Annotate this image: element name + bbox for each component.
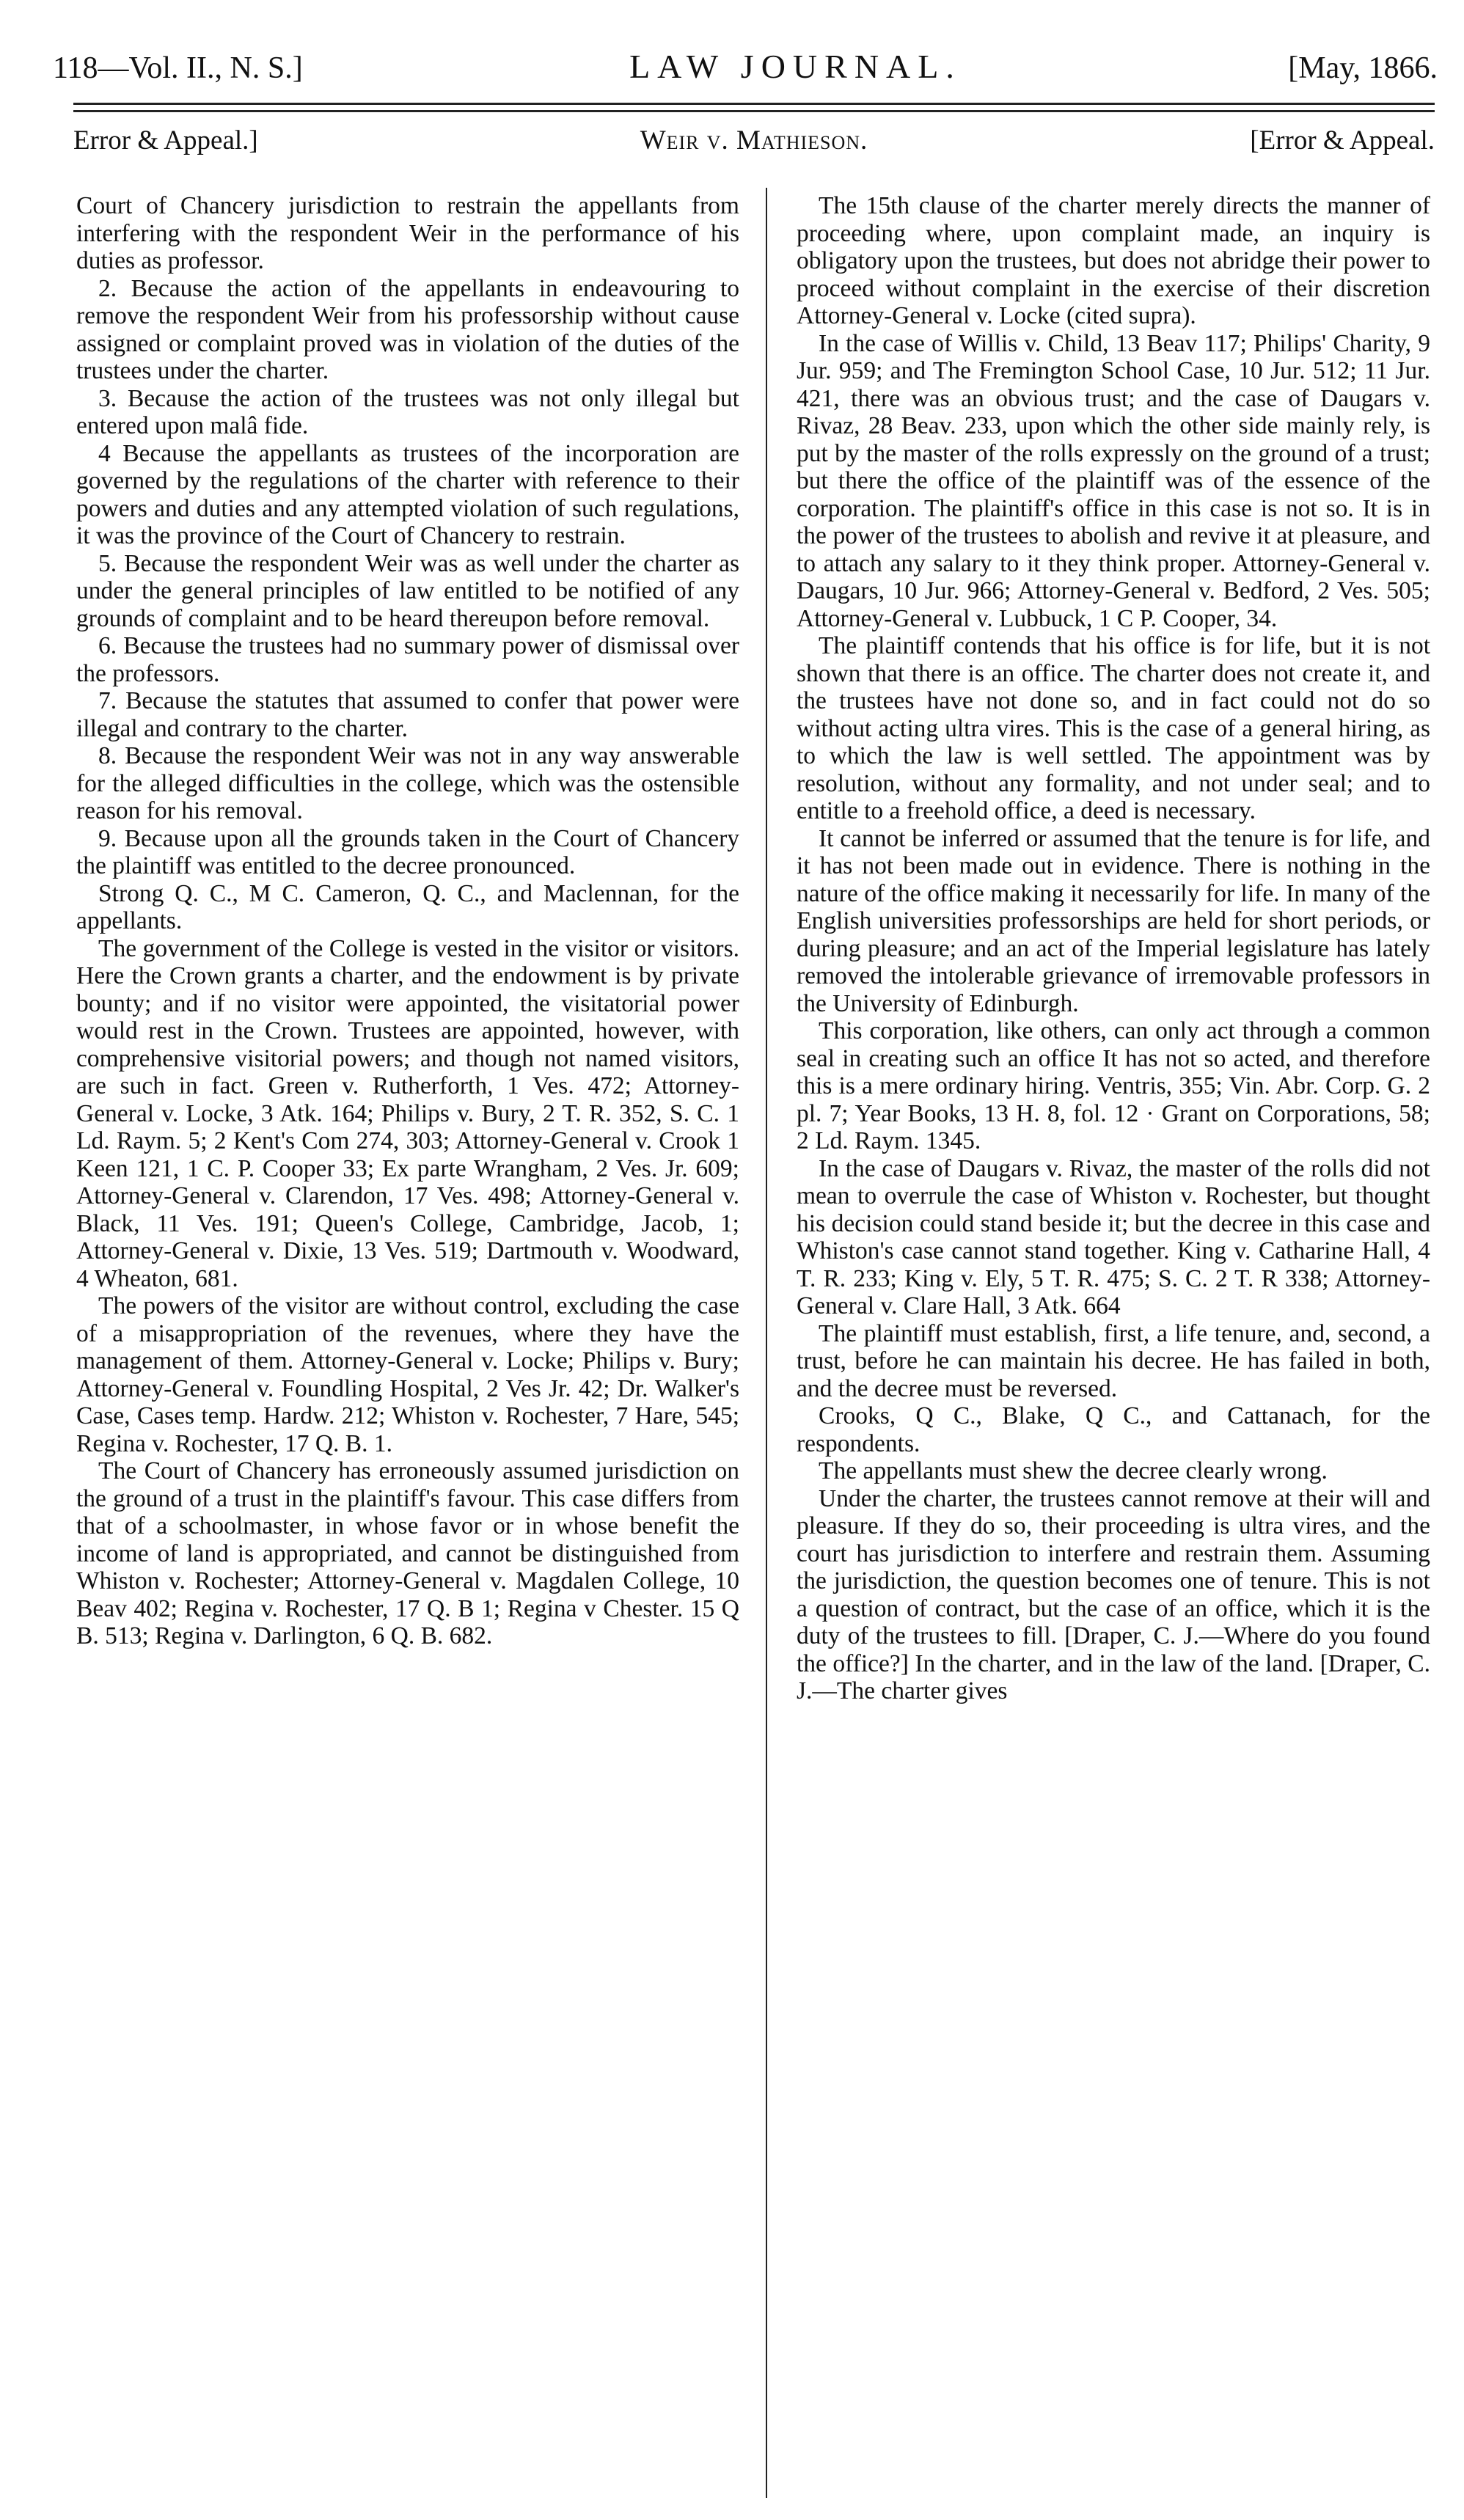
- paragraph: 7. Because the statutes that assumed to confer that power were illegal and contrary to the charter.: [76, 687, 739, 742]
- paragraph: 3. Because the action of the trustees was not only illegal but entered upon malâ fide.: [76, 384, 739, 439]
- paragraph: In the case of Daugars v. Rivaz, the master of the rolls did not mean to overrule the case of Whiston v. Rochester, but thought his decision could stand beside it; but the decree in this case and Whiston's case cannot stand together. King v. Catharine Hall, 4 T. R. 233; King v. Ely, 5 T. R. 475; S. C. 2 T. R 338; Attorney-General v. Clare Hall, 3 Atk. 664: [797, 1154, 1430, 1319]
- paragraph: The plaintiff contends that his office is for life, but it is not shown that there is an office. The charter does not create it, and the trustees have not done so, and in fact could not do so without acting ultra vires. This is the case of a general hiring, as to which the law is well settled. The appointment was by resolution, without any formality, and not under seal; and to entitle to a freehold office, a deed is necessary.: [797, 632, 1430, 824]
- left-column: [76, 192, 739, 1650]
- paragraph: The Court of Chancery has erroneously assumed jurisdiction on the ground of a trust in the plaintiff's favour. This case differs from that of a schoolmaster, in whose favor or in whose benefit the income of land is appropriated, and cannot be distinguished from Whiston v. Rochester; Attorney-General v. Magdalen College, 10 Beav 402; Regina v. Rochester, 17 Q. B 1; Regina v Chester. 15 Q B. 513; Regina v. Darlington, 6 Q. B. 682.: [76, 1457, 739, 1649]
- paragraph: 9. Because upon all the grounds taken in the Court of Chancery the plaintiff was entitled to the decree pronounced.: [76, 824, 739, 879]
- header-rule-top: [73, 103, 1435, 105]
- right-column: [797, 192, 1430, 1705]
- paragraph: The plaintiff must establish, first, a life tenure, and, second, a trust, before he can maintain his decree. He has failed in both, and the decree must be reversed.: [797, 1319, 1430, 1402]
- subheader-section-left: Error & Appeal.]: [73, 125, 258, 155]
- paragraph: 8. Because the respondent Weir was not in any way answerable for the alleged difficulties in the college, which was the ostensible reason for his removal.: [76, 742, 739, 824]
- paragraph: It cannot be inferred or assumed that the tenure is for life, and it has not been made out in evidence. There is nothing in the nature of the office making it necessarily for life. In many of the English universities professorships are held for short periods, or during pleasure; and an act of the Imperial legislature has lately removed the intolerable grievance of irremovable professors in the University of Edinburgh.: [797, 824, 1430, 1017]
- paragraph: In the case of Willis v. Child, 13 Beav 117; Philips' Charity, 9 Jur. 959; and The Fremington School Case, 10 Jur. 512; 11 Jur. 421, there was an obvious trust; and the case of Daugars v. Rivaz, 28 Beav. 233, upon which the other side mainly rely, is put by the master of the rolls expressly on the ground of a trust; but there the office of the plaintiff was of the essence of the corporation. The plaintiff's office in this case is not so. It is in the power of the trustees to abolish and revive it at pleasure, and to attach any salary to it they think proper. Attorney-General v. Daugars, 10 Jur. 966; Attorney-General v. Bedford, 2 Ves. 505; Attorney-General v. Lubbuck, 1 C P. Cooper, 34.: [797, 329, 1430, 632]
- paragraph: Court of Chancery jurisdiction to restrain the appellants from interfering with the respondent Weir in the performance of his duties as professor.: [76, 192, 739, 274]
- column-divider: [766, 188, 767, 2498]
- running-header: [53, 47, 1438, 98]
- paragraph: 6. Because the trustees had no summary power of dismissal over the professors.: [76, 632, 739, 687]
- header-date: [May, 1866.: [1288, 51, 1438, 85]
- header-rule-bottom: [73, 110, 1435, 112]
- case-title: Weir v. Mathieson.: [640, 125, 868, 155]
- subheader-section-right: [Error & Appeal.: [1250, 125, 1435, 155]
- paragraph: 5. Because the respondent Weir was as well under the charter as under the general principles of law entitled to be notified of any grounds of complaint and to be heard thereupon before removal.: [76, 549, 739, 632]
- paragraph: The 15th clause of the charter merely directs the manner of proceeding where, upon complaint made, an inquiry is obligatory upon the trustees, but does not abridge their power to proceed without complaint in the exercise of their discretion Attorney-General v. Locke (cited supra).: [797, 192, 1430, 329]
- paragraph: Under the charter, the trustees cannot remove at their will and pleasure. If they do so, their proceeding is ultra vires, and the court has jurisdiction to interfere and restrain them. Assuming the jurisdiction, the question becomes one of tenure. This is not a question of contract, but the case of an office, which it is the duty of the trustees to fill. [Draper, C. J.—Where do you found the office?] In the charter, and in the law of the land. [Draper, C. J.—The charter gives: [797, 1484, 1430, 1704]
- header-journal-title: LAW JOURNAL.: [629, 48, 962, 85]
- paragraph: The powers of the visitor are without control, excluding the case of a misappropriation of the revenues, where they have the management of them. Attorney-General v. Locke; Philips v. Bury; Attorney-General v. Foundling Hospital, 2 Ves Jr. 42; Dr. Walker's Case, Cases temp. Hardw. 212; Whiston v. Rochester, 7 Hare, 545; Regina v. Rochester, 17 Q. B. 1.: [76, 1292, 739, 1457]
- counsel-paragraph: Strong Q. C., M C. Cameron, Q. C., and Maclennan, for the appellants.: [76, 879, 739, 934]
- case-subheader: [73, 125, 1435, 169]
- paragraph: 4 Because the appellants as trustees of the incorporation are governed by the regulations of the charter with reference to their powers and duties and any attempted violation of such regulations, it was the province of the Court of Chancery to restrain.: [76, 439, 739, 549]
- paragraph: 2. Because the action of the appellants in endeavouring to remove the respondent Weir from his professorship without cause assigned or complaint proved was in violation of the duties of the trustees under the charter.: [76, 274, 739, 384]
- paragraph: This corporation, like others, can only act through a common seal in creating such an office It has not so acted, and therefore this is a mere ordinary hiring. Ventris, 355; Vin. Abr. Corp. G. 2 pl. 7; Year Books, 13 H. 8, fol. 12 · Grant on Corporations, 58; 2 Ld. Raym. 1345.: [797, 1017, 1430, 1154]
- counsel-paragraph: Crooks, Q C., Blake, Q C., and Cattanach, for the respondents.: [797, 1402, 1430, 1457]
- header-volume: 118—Vol. II., N. S.]: [53, 51, 303, 85]
- paragraph: The appellants must shew the decree clearly wrong.: [819, 1457, 1328, 1484]
- paragraph: The government of the College is vested in the visitor or visitors. Here the Crown grants a charter, and the endowment is by private bounty; and if no visitor were appointed, the visitatorial power would rest in the Crown. Trustees are appointed, however, with comprehensive visitorial powers; and though not named visitors, are such in fact. Green v. Rutherforth, 1 Ves. 472; Attorney-General v. Locke, 3 Atk. 164; Philips v. Bury, 2 T. R. 352, S. C. 1 Ld. Raym. 5; 2 Kent's Com 274, 303; Attorney-General v. Crook 1 Keen 121, 1 C. P. Cooper 33; Ex parte Wrangham, 2 Ves. Jr. 609; Attorney-General v. Clarendon, 17 Ves. 498; Attorney-General v. Black, 11 Ves. 191; Queen's College, Cambridge, Jacob, 1; Attorney-General v. Dixie, 13 Ves. 519; Dartmouth v. Woodward, 4 Wheaton, 681.: [76, 934, 739, 1292]
